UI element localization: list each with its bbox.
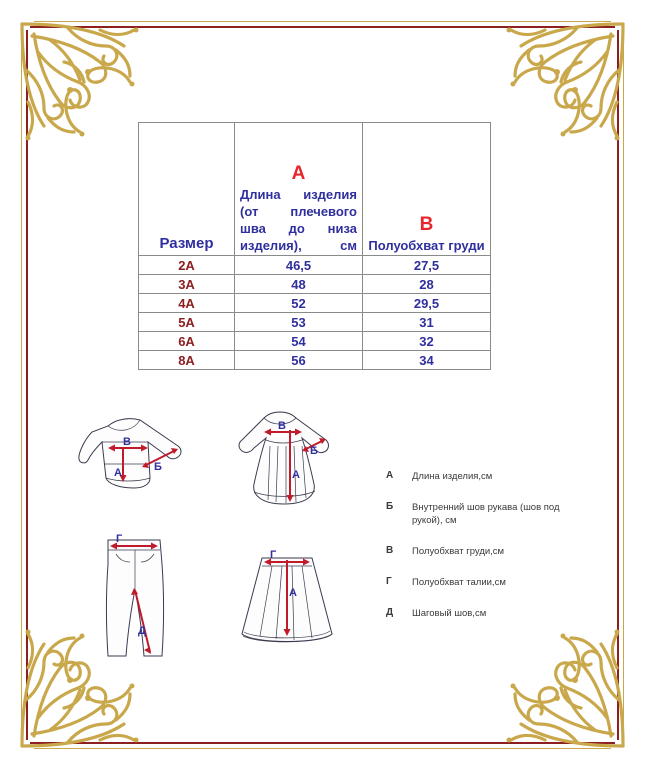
- header-a-cell: [235, 123, 363, 256]
- cell-chest: 32: [363, 332, 491, 351]
- header-b-cell: [363, 123, 491, 256]
- cell-chest: 31: [363, 313, 491, 332]
- legend-key: А: [386, 470, 394, 481]
- frame-gold-rule-top: [34, 21, 611, 22]
- cell-length: 52: [235, 294, 363, 313]
- corner-ornament-top-left: [4, 6, 154, 156]
- legend-item: [386, 470, 586, 483]
- sketch-sweater: [78, 412, 208, 522]
- sketch-dress: [228, 406, 348, 526]
- sketch-label-dress-bb: Б: [310, 445, 318, 457]
- frame-rule-bottom: [30, 742, 615, 744]
- frame-gold-rule-right: [623, 34, 624, 736]
- table-row: [139, 256, 491, 275]
- sketch-label-skirt-g: Г: [270, 549, 277, 561]
- sketch-pants: [86, 530, 186, 670]
- cell-chest: 29,5: [363, 294, 491, 313]
- cell-size: 4А: [139, 294, 235, 313]
- header-a-description: Длина изделия (от плечевого шва до низа изделия), см: [240, 187, 357, 253]
- cell-chest: 34: [363, 351, 491, 370]
- cell-length: 48: [235, 275, 363, 294]
- legend-key: Б: [386, 501, 394, 512]
- legend-key: Г: [386, 576, 392, 587]
- sketch-label-top-a: А: [114, 467, 122, 479]
- frame-rule-right: [617, 30, 619, 740]
- legend-text: Полуобхват талии,см: [412, 577, 506, 588]
- legend-text: Внутренний шов рукава (шов под рукой), см: [412, 502, 560, 526]
- cell-size: 5А: [139, 313, 235, 332]
- sketch-skirt: [228, 548, 348, 658]
- table-row: [139, 313, 491, 332]
- table-row: [139, 351, 491, 370]
- frame-gold-rule-left: [21, 34, 22, 736]
- sketch-label-top-b: В: [123, 436, 131, 448]
- frame-gold-rule-bottom: [34, 748, 611, 749]
- cell-size: 2А: [139, 256, 235, 275]
- legend-item: [386, 607, 586, 620]
- sketch-label-pants-d: Д: [138, 625, 146, 637]
- legend-text: Шаговый шов,см: [412, 608, 487, 619]
- header-size-cell: [139, 123, 235, 256]
- table-row: [139, 294, 491, 313]
- sketch-label-top-bb: Б: [154, 461, 162, 473]
- cell-length: 56: [235, 351, 363, 370]
- sketch-label-pants-g: Г: [116, 533, 123, 545]
- table-row: [139, 332, 491, 351]
- header-size-label: Размер: [159, 235, 214, 252]
- table-row: [139, 275, 491, 294]
- legend-item: [386, 576, 586, 589]
- cell-length: 53: [235, 313, 363, 332]
- cell-chest: 27,5: [363, 256, 491, 275]
- frame-rule-top: [30, 26, 615, 28]
- header-b-description: Полуобхват груди: [368, 238, 485, 253]
- table-body: [139, 256, 491, 370]
- cell-size: 3А: [139, 275, 235, 294]
- legend-key: Д: [386, 607, 394, 618]
- legend-key: В: [386, 545, 394, 556]
- cell-size: 6А: [139, 332, 235, 351]
- sketch-label-dress-a: А: [292, 469, 300, 481]
- sketch-label-dress-b: В: [278, 420, 286, 432]
- cell-size: 8А: [139, 351, 235, 370]
- cell-length: 46,5: [235, 256, 363, 275]
- sketch-label-skirt-a: А: [289, 587, 297, 599]
- legend-text: Полуобхват груди,см: [412, 546, 505, 557]
- legend-item: [386, 501, 586, 527]
- legend-text: Длина изделия,см: [412, 471, 493, 482]
- header-a-letter: А: [291, 163, 306, 184]
- header-b-letter: В: [419, 214, 434, 235]
- corner-ornament-top-right: [491, 6, 641, 156]
- measurement-legend: [386, 470, 586, 638]
- cell-chest: 28: [363, 275, 491, 294]
- cell-length: 54: [235, 332, 363, 351]
- frame-rule-left: [26, 30, 28, 740]
- legend-item: [386, 545, 586, 558]
- size-chart-table: [138, 122, 491, 370]
- table-header-row: [139, 123, 491, 256]
